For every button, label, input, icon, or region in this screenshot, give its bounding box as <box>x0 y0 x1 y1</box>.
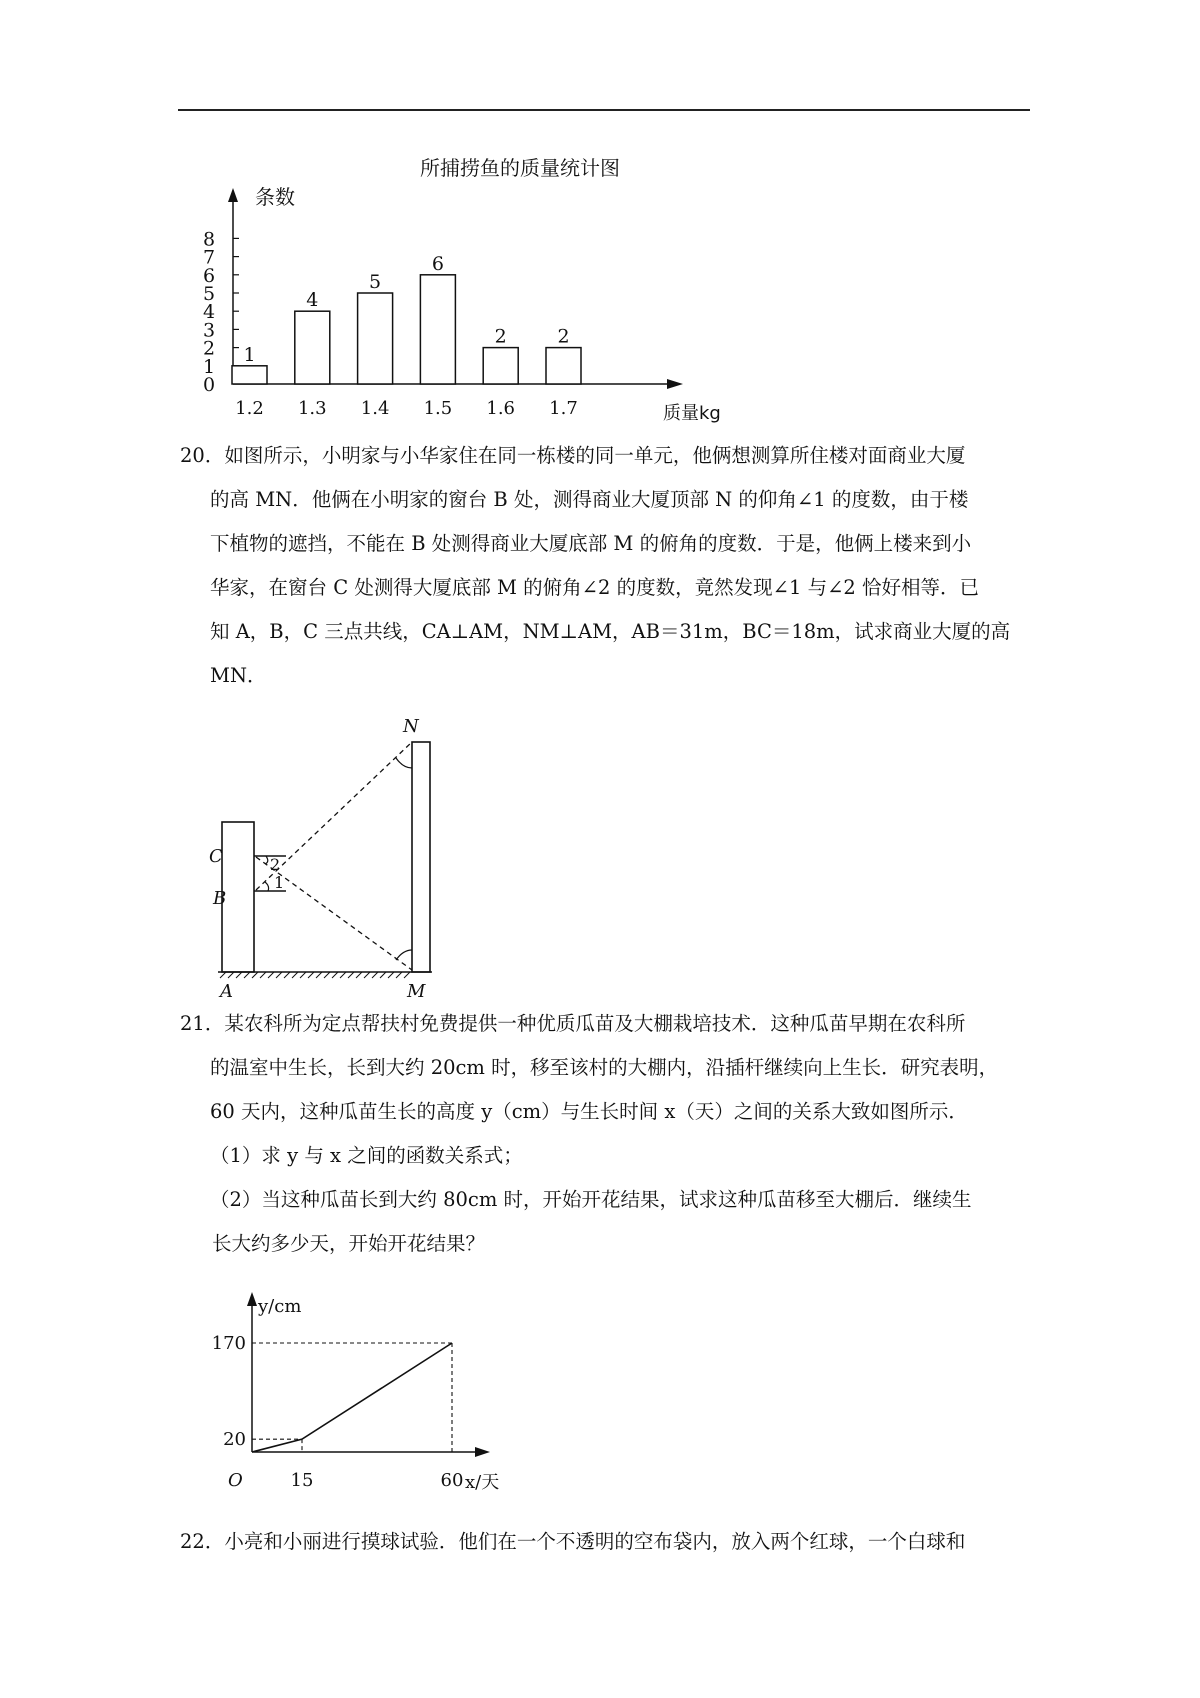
bar <box>483 348 518 384</box>
bar <box>420 275 455 384</box>
question-20 <box>180 434 1030 698</box>
question-line: 下植物的遮挡，不能在 B 处测得商业大厦底部 M 的俯角的度数．于是，他俩上楼来到小 <box>210 532 972 555</box>
y-tick-label: 20 <box>223 1429 246 1451</box>
y-axis-label: y/cm <box>258 1296 302 1317</box>
bar-value-label: 2 <box>557 325 570 348</box>
y-axis-label: 条数 <box>255 185 295 209</box>
x-axis-arrow <box>667 379 683 389</box>
y-tick-label: 2 <box>203 337 216 360</box>
x-axis-label: 质量kg <box>663 403 721 424</box>
angle-arc-n <box>396 758 412 768</box>
bar-value-label: 1 <box>243 343 256 366</box>
y-tick-label: 8 <box>203 228 216 251</box>
label-angle-1: 1 <box>274 873 285 892</box>
angle-arc-2 <box>265 856 268 864</box>
bar-value-label: 4 <box>306 289 319 312</box>
bar <box>232 366 267 384</box>
y-tick-label: 1 <box>203 355 216 378</box>
question-line: 某农科所为定点帮扶村免费提供一种优质瓜苗及大棚栽培技术．这种瓜苗早期在农科所 <box>224 1012 966 1035</box>
x-tick-label: 15 <box>290 1470 314 1491</box>
growth-line <box>252 1343 452 1452</box>
bar-value-label: 2 <box>494 325 507 348</box>
y-tick-label: 4 <box>203 301 216 324</box>
y-tick-label: 3 <box>203 319 216 342</box>
question-21-part-1: （1）求 y 与 x 之间的函数关系式； <box>210 1144 523 1167</box>
question-line: 知 A，B，C 三点共线，CA⊥AM，NM⊥AM，AB＝31m，BC＝18m，试求商业大厦的高 <box>210 620 1011 643</box>
x-axis-arrow <box>475 1447 490 1457</box>
x-tick-label: 1.3 <box>297 398 327 419</box>
question-line: 60 天内，这种瓜苗生长的高度 y（cm）与生长时间 x（天）之间的关系大致如图所示． <box>210 1100 968 1123</box>
label-n: N <box>403 716 419 737</box>
x-tick-label: 1.5 <box>423 398 453 419</box>
label-c: C <box>209 846 223 867</box>
header-rule <box>178 109 1030 111</box>
x-tick-label: 1.7 <box>549 398 578 419</box>
question-line: 的高 MN．他俩在小明家的窗台 B 处，测得商业大厦顶部 N 的仰角∠1 的度数，由于楼 <box>210 488 969 511</box>
question-line: 的温室中生长，长到大约 20cm 时，移至该村的大棚内，沿插杆继续向上生长．研究表明， <box>210 1056 999 1079</box>
y-tick-label: 170 <box>211 1333 246 1354</box>
y-tick-label: 0 <box>203 374 216 396</box>
angle-arc-m <box>396 950 412 960</box>
question-number: 22． <box>180 1530 225 1553</box>
y-axis-arrow <box>228 188 238 202</box>
x-axis-label: x/天 <box>465 1472 500 1493</box>
bar-chart <box>195 150 755 430</box>
question-22 <box>180 1520 1030 1564</box>
label-b: B <box>213 888 227 909</box>
building-diagram <box>200 710 460 1000</box>
question-line: 华家，在窗台 C 处测得大厦底部 M 的俯角∠2 的度数，竟然发现∠1 与∠2 恰好相等．已 <box>210 576 980 599</box>
y-tick-label: 7 <box>203 246 216 269</box>
bar <box>295 311 330 384</box>
question-21-part-2-line: （2）当这种瓜苗长到大约 80cm 时，开始开花结果，试求这种瓜苗移至大棚后．继续生 <box>210 1188 972 1211</box>
bar-value-label: 5 <box>369 271 382 293</box>
y-tick-label: 5 <box>203 283 216 305</box>
y-axis-arrow <box>247 1292 257 1306</box>
label-m: M <box>407 981 426 1000</box>
angle-arc-1 <box>265 882 269 891</box>
x-tick-label: 1.4 <box>360 398 390 419</box>
bar <box>358 293 393 384</box>
question-number: 21． <box>180 1012 225 1035</box>
question-line: 如图所示，小明家与小华家住在同一栋楼的同一单元，他俩想测算所住楼对面商业大厦 <box>224 444 966 467</box>
label-angle-2: 2 <box>270 855 281 874</box>
question-line: 小亮和小丽进行摸球试验．他们在一个不透明的空布袋内，放入两个红球，一个白球和 <box>224 1530 966 1553</box>
x-tick-label: 1.6 <box>486 398 516 419</box>
growth-line-chart <box>200 1288 520 1498</box>
x-tick-label: 60 <box>440 1470 464 1491</box>
y-tick-label: 6 <box>203 264 216 287</box>
origin-label: O <box>228 1470 243 1491</box>
label-a: A <box>220 981 233 1000</box>
x-tick-label: 1.2 <box>235 398 264 419</box>
question-21 <box>180 1002 1030 1134</box>
question-number: 20． <box>180 444 225 467</box>
question-line: MN． <box>210 664 267 687</box>
chart-title: 所捕捞鱼的质量统计图 <box>420 156 620 180</box>
ground-hatching <box>220 972 410 978</box>
bar <box>546 348 581 384</box>
bar-value-label: 6 <box>431 252 444 275</box>
residential-building <box>222 822 254 972</box>
question-21-part-2-line: 长大约多少天，开始开花结果？ <box>212 1232 486 1255</box>
commercial-building <box>412 742 430 972</box>
